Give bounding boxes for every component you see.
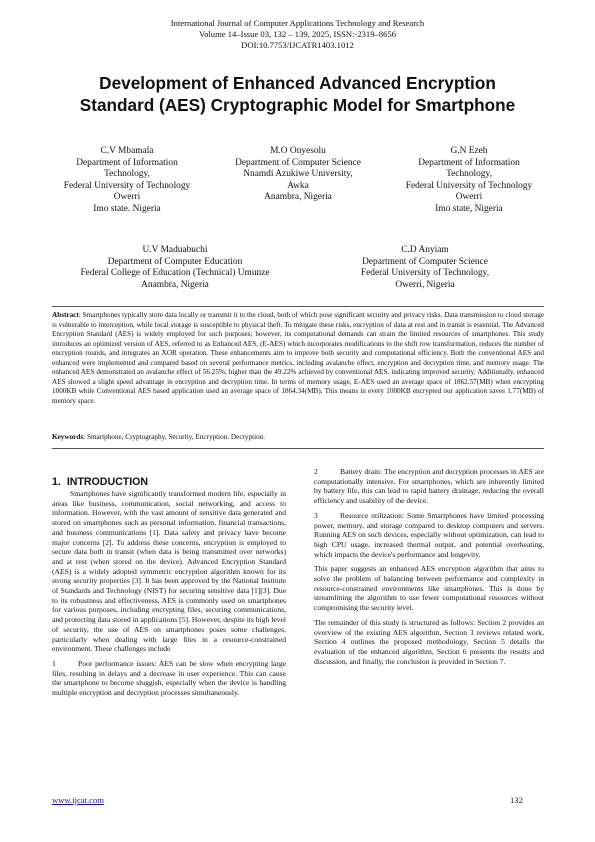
abstract xyxy=(52,311,544,406)
page-number: 132 xyxy=(510,795,523,805)
author-block xyxy=(394,146,544,216)
author-name: G.N Ezeh xyxy=(450,146,488,156)
author-affiliation-line: Department of Information xyxy=(76,157,178,168)
keywords xyxy=(52,433,544,443)
left-column xyxy=(52,476,286,703)
author-affiliation-line: Federal University of Technology, xyxy=(360,268,490,279)
journal-doi: DOI:10.7753/IJCATR1403.1012 xyxy=(241,39,354,50)
list-number: 1 xyxy=(52,658,56,668)
author-name: C.V Mbamala xyxy=(100,146,154,156)
author-block xyxy=(214,146,382,216)
list-number: 2 xyxy=(314,467,318,476)
section-number: 1. xyxy=(52,476,61,488)
author-affiliation-line: Anambra, Nigeria xyxy=(264,192,332,203)
journal-website-link[interactable]: www.ijcat.com xyxy=(52,795,104,805)
abstract-top-rule xyxy=(52,306,544,307)
author-block xyxy=(52,146,202,216)
author-affiliation-line: Owerri xyxy=(455,192,483,203)
list-item xyxy=(314,467,544,506)
journal-volume: Volume 14–Issue 03, 132 – 139, 2025, ISSN:-2319–8656 xyxy=(198,28,397,39)
author-affiliation-line: Federal University of Technology xyxy=(63,180,191,191)
author-name: C.D Anyiam xyxy=(401,245,449,255)
title-line-2: Standard (AES) Cryptographic Model for Smartphone xyxy=(79,95,516,115)
right-column xyxy=(314,467,544,671)
author-name: M.O Onyesolu xyxy=(270,146,326,156)
author-affiliation-line: Nnamdi Azukiwe University, xyxy=(243,169,353,180)
author-name: U.V Maduabuchi xyxy=(142,245,208,255)
list-item xyxy=(52,659,286,698)
list-text: Poor performance issues: AES can be slow when encrypting large files, resulting in delays and a decrease in user experience. This can cause the smartphone to become sluggish, especially when the device is handling multiple encryption and decryption processes simultaneously. xyxy=(52,658,286,698)
author-affiliation-line: Department of Information xyxy=(418,157,520,168)
list-text: Resource utilization: Some Smartphones have limited processing power, memory, and storage compared to desktop computers and servers. Running AES on such devices, especially without optimization, can lead to high CPU usage, increased thermal output, and potential overheating, which impacts the device's performance and longevity. xyxy=(314,510,544,559)
keywords-text: : Smartphone, Cryptography, Security, Encryption. Decryption. xyxy=(83,433,266,441)
author-block xyxy=(310,245,540,291)
author-affiliation-line: Anambra, Nigeria xyxy=(141,279,209,290)
section-heading xyxy=(52,476,286,488)
list-number: 3 xyxy=(314,510,318,520)
author-affiliation-line: Technology, xyxy=(104,169,150,180)
author-affiliation-line: Federal University of Technology xyxy=(405,180,533,191)
intro-paragraph: Smartphones have significantly transformed modern life, especially in areas like business, communication, social networking, and access to information. However, with the vast amount of sensitive data generated and stored on smartphones such as personal information, financial transactions, and business communications [1]. Data safety and privacy have become major concerns [2]. To address these concerns, encryption is employed to secure data both in transit (when data is being transmitted over networks) and at rest (when stored on the device). Advanced Encryption Standard (AES) is a widely adopted symmetric encryption algorithm known for its strong security properties [3]. It has been approved by the National Institute of Standards and Technology (NIST) for securing sensitive data [1][3]. Due to its robustness and effectiveness, AES is commonly used on smartphones for various purposes, including encrypting files, securing communications, and protecting data stored in applications [5]. However, despite its high level of security, the use of AES on smartphones poses some challenges, particularly when dealing with large files in a resource-constrained environment. These challenges include xyxy=(52,489,286,654)
author-affiliation-line: Department of Computer Science xyxy=(235,157,361,168)
list-text: Battery drain: The encryption and decryption processes in AES are computationally intensive. For smartphones, which are inherently limited by battery life, this can lead to rapid battery drainage, reducing the overall efficiency and usability of the device. xyxy=(314,467,544,506)
author-affiliation-line: Department of Computer Science xyxy=(362,256,488,267)
paper-title xyxy=(40,72,555,116)
abstract-text: : Smartphones typically store data locally or transmit it to the cloud, both of which pose significant security and privacy risks. Data transmission to cloud storage is vulnerable to interception, while local storage is susceptible to physical theft. To mitigate these risks, encryption of data at rest and in transit is essential. The Advanced Encryption Standard (AES) is widely employed for such purposes; however, its computational demands can strain the limited resources of smartphones. This study introduces an optimized version of AES, referred to as Enhanced AES, (E-AES) which incorporates modifications to the shift row transformation, reduces the number of encryption rounds, and integrates an XOR operation. These enhancements aim to improve both security and computational efficiency. Both the conventional AES and enhanced were implemented and compared based on several performance metrics, including avalanche effect, encryption and decryption time, and memory usage. The enhanced AES demonstrated an avalanche effect of 56.25%, higher than the 49.22% achieved by conventional AES, indicating improved security. Additionally, enhanced AES showed a slight speed advantage in encryption and decryption time. In terms of memory usage, E-AES used an average space of 1862.57(MB) when encrypting 1000KB while Conventional AES based application used an average space of 1864.34(MB). This means in every 1000KB encrypted our application saves 1.77(MB) of memory space. xyxy=(52,311,544,405)
author-affiliation-line: Awka xyxy=(287,180,309,191)
author-affiliation-line: Federal College of Education (Technical) Umunze xyxy=(80,268,270,279)
author-affiliation-line: Imo state, Nigeria xyxy=(435,203,503,214)
authors-row-1 xyxy=(52,146,544,216)
author-affiliation-line: Imo state. Nigeria xyxy=(93,203,161,214)
abstract-bottom-rule xyxy=(52,448,544,449)
section-title: INTRODUCTION xyxy=(66,476,149,488)
author-affiliation-line: Department of Computer Education xyxy=(107,256,243,267)
authors-row-2 xyxy=(60,245,540,291)
author-affiliation-line: Owerri xyxy=(113,192,141,203)
journal-header xyxy=(0,18,595,50)
author-affiliation-line: Owerri, Nigeria xyxy=(395,279,455,290)
keywords-label: Keywords xyxy=(52,433,84,441)
body-paragraph: The remainder of this study is structured as follows: Section 2 provides an overview of the existing AES algorithm, Section 3 reviews related work, Section 4 outlines the proposed methodology, Section 5 details the evaluation of the enhanced algorithm, Section 6 presents the results and discussion, and finally, the conclusion is provided in Section 7. xyxy=(314,617,544,666)
author-block xyxy=(60,245,290,291)
title-line-1: Development of Enhanced Advanced Encryption xyxy=(99,73,496,93)
journal-name: International Journal of Computer Applications Technology and Research xyxy=(170,18,425,28)
abstract-label: Abstract xyxy=(52,311,79,319)
list-item xyxy=(314,511,544,560)
body-paragraph: This paper suggests an enhanced AES encryption algorithm that aims to solve the problem of balancing between performance and complexity in resource-constrained environments like smartphones. This is done by streamlining the algorithm to use fewer computational resources without compromising the security level. xyxy=(314,564,544,613)
author-affiliation-line: Technology, xyxy=(446,169,492,180)
